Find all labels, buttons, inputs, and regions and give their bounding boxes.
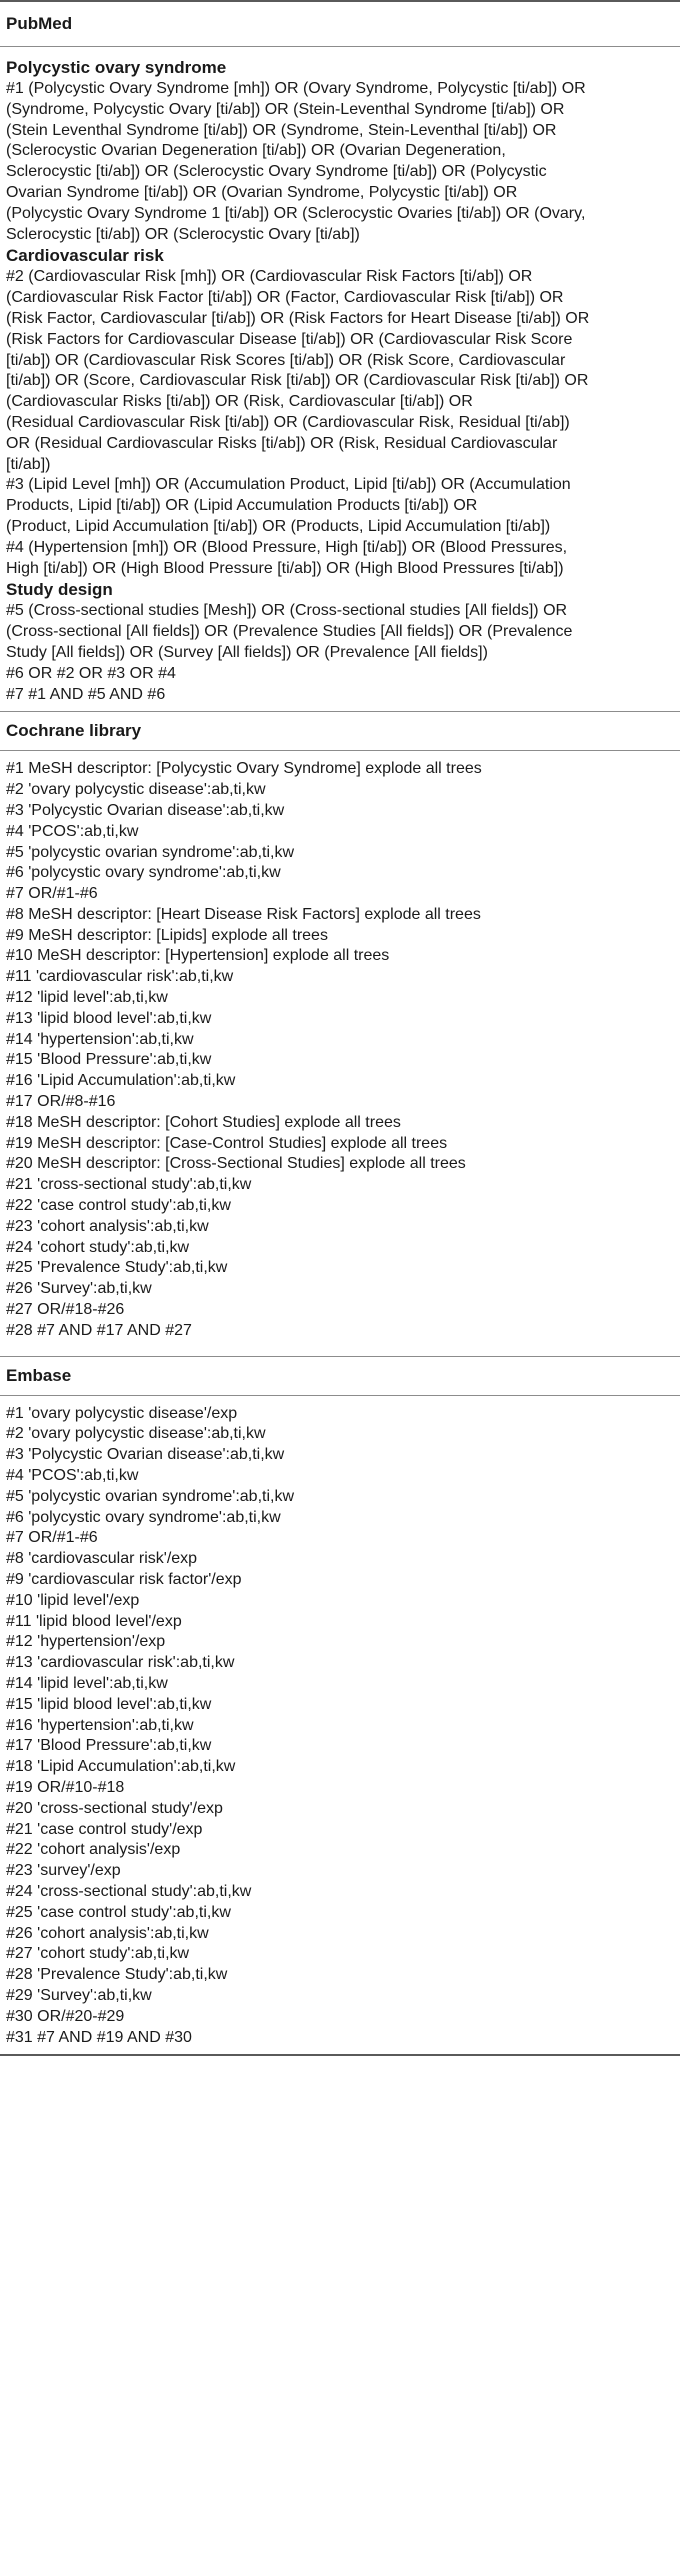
query-line: #1 MeSH descriptor: [Polycystic Ovary Syndrome] explode all trees [6,760,482,778]
query-line: #11 'cardiovascular risk':ab,ti,kw [6,968,234,986]
query-line: #3 'Polycystic Ovarian disease':ab,ti,kw [6,1446,285,1464]
query-line: #19 OR/#10-#18 [6,1778,125,1796]
query-line: (Risk Factor, Cardiovascular [ti/ab]) OR (Risk Factors for Heart Disease [ti/ab]) OR [6,309,590,327]
query-line: [ti/ab]) OR (Cardiovascular Risk Scores [ti/ab]) OR (Risk Score, Cardiovascular [6,351,566,369]
query-line: #14 'lipid level':ab,ti,kw [6,1674,168,1692]
query-line: Ovarian Syndrome [ti/ab]) OR (Ovarian Syndrome, Polycystic [ti/ab]) OR [6,183,518,201]
combine-query: #6 OR #2 OR #3 OR #4 [6,664,176,682]
embase-heading: Embase [0,1357,680,1395]
query-line: #2 (Cardiovascular Risk [mh]) OR (Cardiovascular Risk Factors [ti/ab]) OR [6,268,533,286]
hypertension-query [6,538,674,580]
query-line: #18 MeSH descriptor: [Cohort Studies] explode all trees [6,1113,401,1131]
query-line: #18 'Lipid Accumulation':ab,ti,kw [6,1758,236,1776]
table-bottom-rule [0,2054,680,2056]
query-line: (Product, Lipid Accumulation [ti/ab]) OR (Products, Lipid Accumulation [ti/ab]) [6,517,551,535]
section-title-pcos: Polycystic ovary syndrome [6,58,227,77]
query-line: (Cardiovascular Risks [ti/ab]) OR (Risk, Cardiovascular [ti/ab]) OR [6,393,473,411]
cochrane-body [0,751,680,1355]
query-line: #20 MeSH descriptor: [Cross-Sectional Studies] explode all trees [6,1155,466,1173]
query-line: #2 'ovary polycystic disease':ab,ti,kw [6,781,266,799]
query-line: OR (Residual Cardiovascular Risks [ti/ab]) OR (Risk, Residual Cardiovascular [6,434,558,452]
query-line: #28 #7 AND #17 AND #27 [6,1321,192,1339]
query-line: #1 (Polycystic Ovary Syndrome [mh]) OR (Ovary Syndrome, Polycystic [ti/ab]) OR [6,80,586,97]
query-line: (Sclerocystic Ovarian Degeneration [ti/ab]) OR (Ovarian Degeneration, [6,142,506,160]
query-line: #25 'case control study':ab,ti,kw [6,1903,231,1921]
query-line: #17 OR/#8-#16 [6,1093,116,1111]
pubmed-heading: PubMed [0,2,680,46]
query-line: #5 (Cross-sectional studies [Mesh]) OR (Cross-sectional studies [All fields]) OR [6,602,568,620]
query-line: #3 (Lipid Level [mh]) OR (Accumulation Product, Lipid [ti/ab]) OR (Accumulation [6,476,571,494]
query-line: #21 'cross-sectional study':ab,ti,kw [6,1176,252,1194]
query-line: #15 'Blood Pressure':ab,ti,kw [6,1051,212,1069]
query-line: (Risk Factors for Cardiovascular Disease [ti/ab]) OR (Cardiovascular Risk Score [6,330,573,348]
query-line: (Stein Leventhal Syndrome [ti/ab]) OR (Syndrome, Stein-Leventhal [ti/ab]) OR [6,121,557,139]
query-line: #30 OR/#20-#29 [6,2007,125,2025]
query-line: #4 'PCOS':ab,ti,kw [6,1467,139,1485]
cochrane-heading: Cochrane library [0,712,680,750]
cochrane-query-list [6,759,674,1341]
query-line: (Polycystic Ovary Syndrome 1 [ti/ab]) OR (Sclerocystic Ovaries [ti/ab]) OR (Ovary, [6,204,586,222]
query-line: #24 'cohort study':ab,ti,kw [6,1238,190,1256]
query-line: #3 'Polycystic Ovarian disease':ab,ti,kw [6,801,285,819]
query-line: #9 MeSH descriptor: [Lipids] explode all trees [6,926,328,944]
query-line: #6 'polycystic ovary syndrome':ab,ti,kw [6,1508,281,1526]
query-line: #21 'case control study'/exp [6,1820,203,1838]
embase-query-list [6,1404,674,2049]
embase-body [0,1396,680,2055]
query-line: #17 'Blood Pressure':ab,ti,kw [6,1737,212,1755]
query-line: #5 'polycystic ovarian syndrome':ab,ti,kw [6,843,295,861]
cv-risk-query [6,267,674,475]
query-line: #4 'PCOS':ab,ti,kw [6,822,139,840]
query-line: #2 'ovary polycystic disease':ab,ti,kw [6,1425,266,1443]
query-line: #22 'cohort analysis'/exp [6,1841,181,1859]
query-line: #24 'cross-sectional study':ab,ti,kw [6,1882,252,1900]
query-line: #6 'polycystic ovary syndrome':ab,ti,kw [6,864,281,882]
query-line: [ti/ab]) OR (Score, Cardiovascular Risk [ti/ab]) OR (Cardiovascular Risk [ti/ab]) OR [6,372,589,390]
pubmed-body [0,47,680,711]
query-line: #25 'Prevalence Study':ab,ti,kw [6,1259,228,1277]
query-line: #11 'lipid blood level'/exp [6,1612,182,1630]
query-line: #4 (Hypertension [mh]) OR (Blood Pressure, High [ti/ab]) OR (Blood Pressures, [6,538,568,556]
query-line: #10 'lipid level'/exp [6,1591,140,1609]
query-line: #16 'Lipid Accumulation':ab,ti,kw [6,1072,236,1090]
query-line: #27 'cohort study':ab,ti,kw [6,1945,190,1963]
query-line: #12 'hypertension'/exp [6,1633,166,1651]
query-line: #27 OR/#18-#26 [6,1301,125,1319]
query-line: #12 'lipid level':ab,ti,kw [6,989,168,1007]
query-line: #8 MeSH descriptor: [Heart Disease Risk Factors] explode all trees [6,905,481,923]
query-line: Sclerocystic [ti/ab]) OR (Sclerocystic Ovary Syndrome [ti/ab]) OR (Polycystic [6,163,547,181]
query-line: [ti/ab]) [6,455,51,473]
query-line: #31 #7 AND #19 AND #30 [6,2028,192,2046]
query-line: #16 'hypertension':ab,ti,kw [6,1716,194,1734]
query-line: #1 'ovary polycystic disease'/exp [6,1404,238,1422]
query-line: (Cross-sectional [All fields]) OR (Prevalence Studies [All fields]) OR (Prevalence [6,623,573,641]
query-line: #28 'Prevalence Study':ab,ti,kw [6,1966,228,1984]
query-line: #5 'polycystic ovarian syndrome':ab,ti,kw [6,1487,295,1505]
section-title-cardiovascular-risk: Cardiovascular risk [6,246,164,266]
query-line: #14 'hypertension':ab,ti,kw [6,1030,194,1048]
study-design-query [6,601,674,663]
query-line: #7 OR/#1-#6 [6,1529,98,1547]
query-line: #26 'cohort analysis':ab,ti,kw [6,1924,209,1942]
query-line: (Residual Cardiovascular Risk [ti/ab]) OR (Cardiovascular Risk, Residual [ti/ab]) [6,413,570,431]
query-line: Products, Lipid [ti/ab]) OR (Lipid Accumulation Products [ti/ab]) OR [6,497,478,515]
query-line: #19 MeSH descriptor: [Case-Control Studies] explode all trees [6,1134,448,1152]
query-line: #23 'cohort analysis':ab,ti,kw [6,1217,209,1235]
query-line: (Syndrome, Polycystic Ovary [ti/ab]) OR (Stein-Leventhal Syndrome [ti/ab]) OR [6,100,565,118]
query-line: #13 'lipid blood level':ab,ti,kw [6,1009,212,1027]
query-line: #10 MeSH descriptor: [Hypertension] explode all trees [6,947,390,965]
query-line: #13 'cardiovascular risk':ab,ti,kw [6,1654,235,1672]
query-line: #9 'cardiovascular risk factor'/exp [6,1571,242,1588]
section-title-study-design: Study design [6,580,113,600]
query-line: #26 'Survey':ab,ti,kw [6,1280,152,1298]
pcos-query [6,79,674,245]
query-line: High [ti/ab]) OR (High Blood Pressure [ti/ab]) OR (High Blood Pressures [ti/ab]) [6,559,564,577]
query-line: #23 'survey'/exp [6,1862,121,1880]
query-line: Study [All fields]) OR (Survey [All fields]) OR (Prevalence [All fields]) [6,643,488,661]
query-line: #29 'Survey':ab,ti,kw [6,1986,152,2004]
query-line: #22 'case control study':ab,ti,kw [6,1197,231,1215]
query-line: Sclerocystic [ti/ab]) OR (Sclerocystic Ovary [ti/ab]) [6,225,360,243]
final-query: #7 #1 AND #5 AND #6 [6,685,166,703]
query-line: #7 OR/#1-#6 [6,885,98,903]
query-line: #8 'cardiovascular risk'/exp [6,1550,198,1568]
query-line: (Cardiovascular Risk Factor [ti/ab]) OR (Factor, Cardiovascular Risk [ti/ab]) OR [6,289,564,307]
query-line: #15 'lipid blood level':ab,ti,kw [6,1695,212,1713]
query-line: #20 'cross-sectional study'/exp [6,1799,223,1817]
lipid-query [6,475,674,537]
